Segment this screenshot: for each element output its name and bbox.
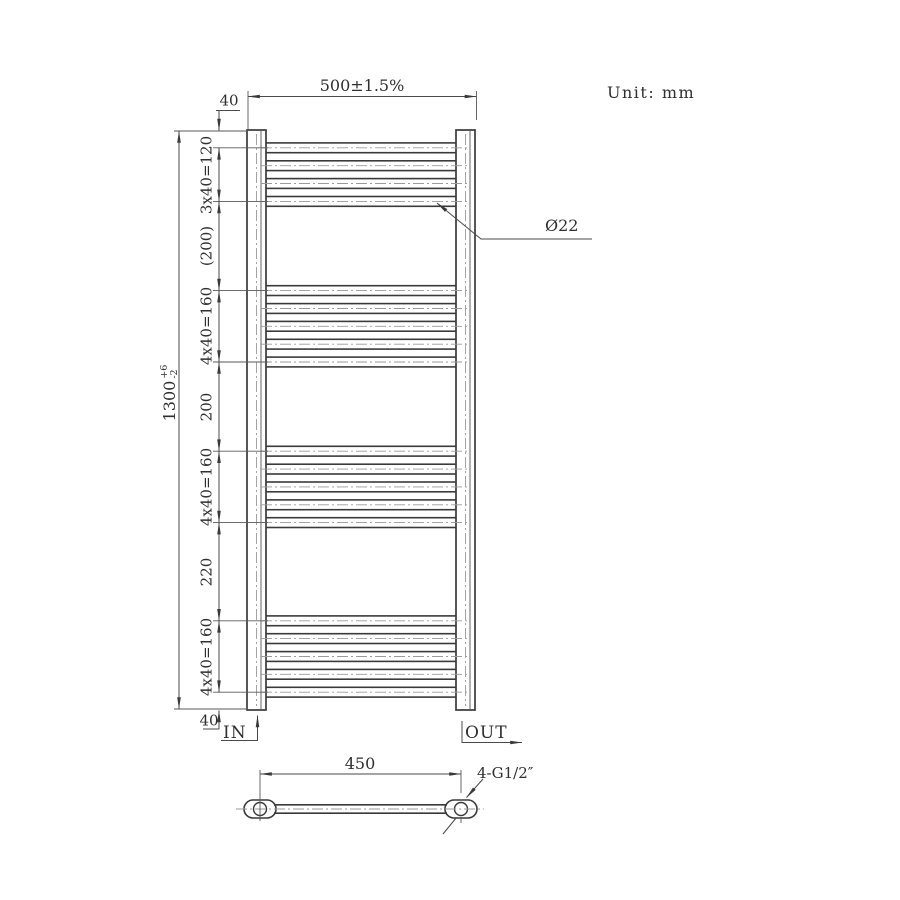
segment-dim-label-1: 3x40=120: [197, 135, 216, 214]
port-spacing-label: 450: [344, 754, 376, 773]
segment-dim-label-4: 200: [197, 392, 216, 421]
tube-diameter-label: Ø22: [545, 216, 579, 235]
front-view: [247, 130, 475, 710]
bottom-view: [236, 770, 484, 834]
segment-dim-label-3: 4x40=160: [197, 287, 216, 366]
overall-height-label: [160, 365, 180, 422]
inlet-label: IN: [223, 723, 247, 743]
port-spacing-dim: [260, 770, 461, 823]
height-tolerance-plus: +6: [159, 364, 171, 379]
width-dimension-label: 500±1.5%: [319, 76, 405, 95]
bottom-gap-label: 40: [199, 711, 219, 730]
overall-height-value: 1300: [160, 380, 179, 422]
tube-group-1: [266, 143, 457, 206]
height-tolerance-minus: -2: [169, 369, 180, 379]
unit-note: Unit: mm: [607, 83, 696, 102]
top-gap-dim: [216, 111, 240, 131]
segment-dim-label-7: 4x40=160: [197, 617, 216, 696]
top-gap-label: 40: [219, 91, 239, 110]
segment-dim-label-5: 4x40=160: [197, 447, 216, 527]
segment-dim-label-2: (200): [197, 225, 216, 267]
segment-dim-label-6: 220: [197, 557, 216, 587]
outlet-label: OUT: [465, 723, 508, 743]
thread-spec-label: 4-G1/2″: [477, 764, 534, 782]
